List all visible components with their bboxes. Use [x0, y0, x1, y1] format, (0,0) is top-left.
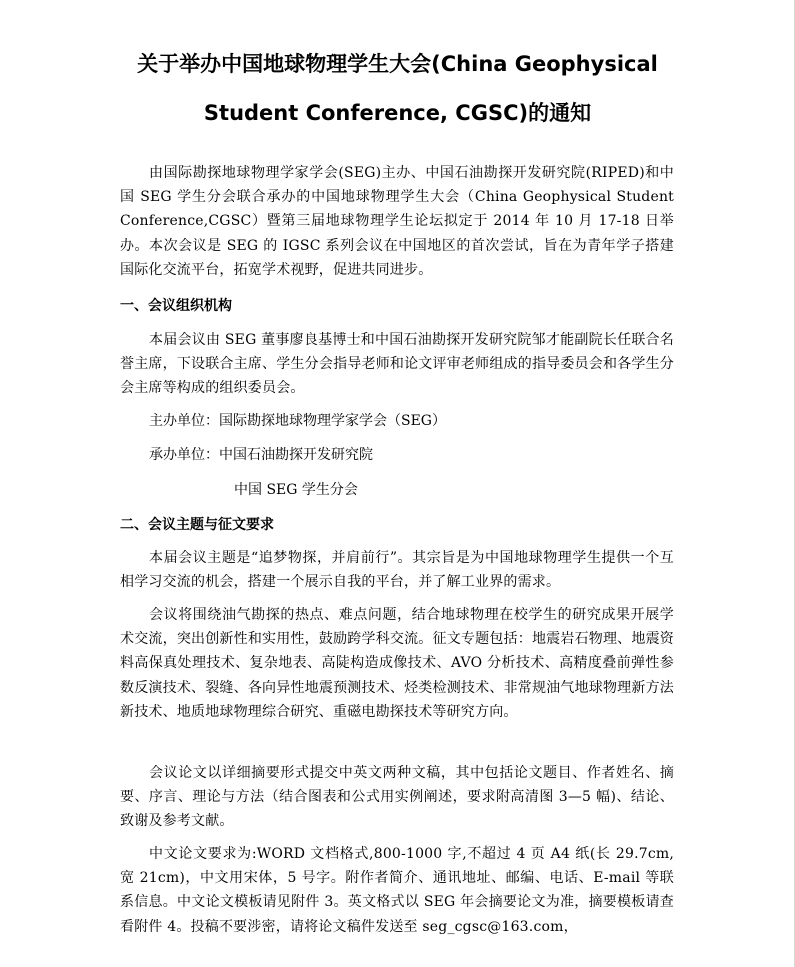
section2-heading: 二、会议主题与征文要求 — [120, 517, 274, 533]
section2-paragraph-4: 中文论文要求为:WORD 文档格式,800-1000 字,不超过 4 页 A4 纸(长 29.7cm,宽 21cm)，中文用宋体，5 号字。附作者简介、通讯地址、邮编、电话、E-mail 等联系信息。中文论文模板请见附件 3。英文格式以 SEG 年会摘要论文为准，摘要模板请查看附件 4。投稿不要涉密，请将论文稿件发送至 seg_cgsc@163.com， — [120, 846, 674, 935]
title-line-1: 关于举办中国地球物理学生大会(China Geophysical — [137, 52, 658, 76]
section2-paragraph-2: 会议将围绕油气勘探的热点、难点问题，结合地球物理在校学生的研究成果开展学术交流，突出创新性和实用性，鼓励跨学科交流。征文专题包括：地震岩石物理、地震资料高保真处理技术、复杂地表、高陡构造成像技术、AVO 分析技术、高精度叠前弹性参数反演技术、裂缝、各向异性地震预测技术、烃类检测技术、非常规油气地球物理新方法新技术、地质地球物理综合研究、重磁电勘探技术等研究方向。 — [120, 607, 674, 720]
section1-paragraph: 本届会议由 SEG 董事廖良基博士和中国石油勘探开发研究院邹才能副院长任联合名誉主席，下设联合主席、学生分会指导老师和论文评审老师组成的指导委员会和各学生分会主席等构成的组织委员会。 — [120, 332, 674, 397]
organizer-line-2: 中国 SEG 学生分会 — [234, 482, 358, 498]
intro-paragraph: 由国际勘探地球物理学家学会(SEG)主办、中国石油勘探开发研究院(RIPED)和中国 SEG 学生分会联合承办的中国地球物理学生大会（China Geophysical Student Conference,CGSC）暨第三届地球物理学生论坛拟定于 2014 年 10 月 17-18 日举办。本次会议是 SEG 的 IGSC 系列会议在中国地区的首次尝试，旨在为青年学子搭建国际化交流平台，拓宽学术视野，促进共同进步。 — [120, 165, 674, 278]
title-line-2: Student Conference, CGSC)的通知 — [203, 101, 592, 125]
section1-heading: 一、会议组织机构 — [120, 298, 232, 314]
section2-paragraph-3: 会议论文以详细摘要形式提交中英文两种文稿，其中包括论文题目、作者姓名、摘要、序言、理论与方法（结合图表和公式用实例阐述，要求附高清图 3—5 幅)、结论、致谢及参考文献。 — [120, 765, 674, 830]
section2-paragraph-1: 本届会议主题是“追梦物探，并肩前行”。其宗旨是为中国地球物理学生提供一个互相学习交流的机会，搭建一个展示自我的平台，并了解工业界的需求。 — [120, 550, 674, 591]
organizer-line: 承办单位：中国石油勘探开发研究院 — [149, 447, 373, 463]
host-line: 主办单位：国际勘探地球物理学家学会（SEG） — [149, 413, 446, 429]
